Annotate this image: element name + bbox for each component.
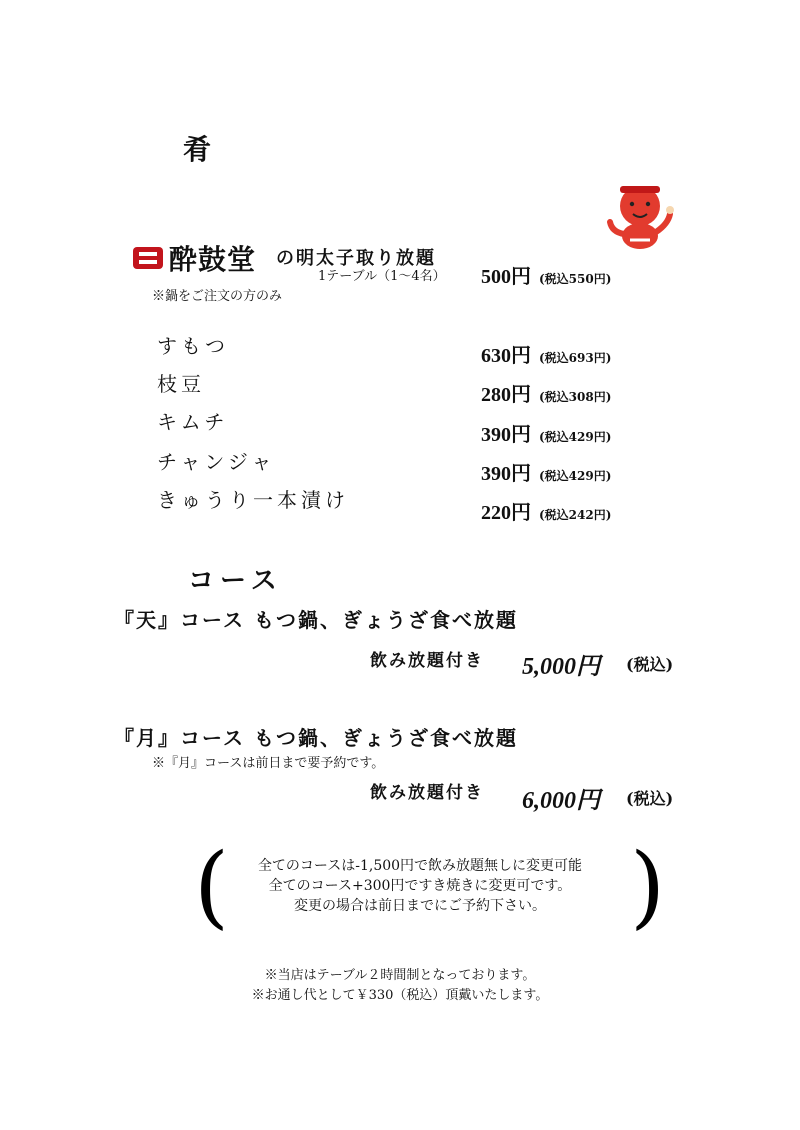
course-name: 『天』コース もつ鍋、ぎょうざ食べ放題 xyxy=(114,608,518,632)
menu-item-price-row xyxy=(481,496,611,525)
mentaiko-price: 500円 xyxy=(481,266,531,288)
course-name: 『月』コース もつ鍋、ぎょうざ食べ放題 xyxy=(114,726,518,750)
change-note: 全てのコースは-1,500円で飲み放題無しに変更可能 xyxy=(257,858,583,874)
mentaiko-note: ※鍋をご注文の方のみ xyxy=(152,289,283,304)
footer-note: ※お通し代として￥330（税込）頂戴いたします。 xyxy=(251,988,549,1003)
change-notes xyxy=(220,856,620,916)
menu-item-price-row xyxy=(481,378,611,407)
mentaiko-tax: (税込550円) xyxy=(539,272,612,286)
course-note: ※『月』コースは前日まで要予約です。 xyxy=(152,756,385,771)
right-parenthesis: ) xyxy=(630,834,666,939)
menu-item-price: 280円 xyxy=(481,384,531,406)
course-drink: 飲み放題付き xyxy=(370,651,484,671)
course-heading: コース xyxy=(188,566,283,596)
menu-item-tax: (税込429円) xyxy=(539,430,612,444)
menu-item-name: きゅうり一本漬け xyxy=(157,488,349,512)
footer-note: ※当店はテーブル２時間制となっております。 xyxy=(264,968,536,983)
menu-item-name: キムチ xyxy=(157,410,229,434)
course-tax: (税込) xyxy=(626,789,674,808)
menu-item-price: 390円 xyxy=(481,463,531,485)
menu-item-name: 枝豆 xyxy=(157,372,205,396)
footer-notes xyxy=(200,966,600,1006)
menu-item-price-row xyxy=(481,339,611,368)
menu-item-price: 630円 xyxy=(481,345,531,367)
mascot-icon xyxy=(606,176,686,254)
course-drink: 飲み放題付き xyxy=(370,783,484,803)
change-note: 変更の場合は前日までにご予約下さい。 xyxy=(294,898,546,914)
course-price: 5,000円 xyxy=(522,654,600,680)
menu-item-name: チャンジャ xyxy=(157,450,276,474)
menu-item-name: すもつ xyxy=(157,334,229,358)
course-price: 6,000円 xyxy=(522,788,600,814)
menu-item-price-row xyxy=(481,418,611,447)
course-tax: (税込) xyxy=(626,655,674,674)
section-title: 肴 xyxy=(183,133,214,166)
brand-logo xyxy=(133,238,256,278)
mentaiko-table: 1テーブル（1〜4名） xyxy=(318,269,446,284)
mentaiko-price-row xyxy=(481,260,611,289)
menu-item-tax: (税込308円) xyxy=(539,390,612,404)
change-note: 全てのコース+300円ですき焼きに変更可です。 xyxy=(268,878,572,894)
menu-item-tax: (税込429円) xyxy=(539,469,612,483)
brand-logo-icon xyxy=(133,247,163,269)
menu-item-price: 390円 xyxy=(481,424,531,446)
brand-name: 酔鼓堂 xyxy=(169,243,257,276)
left-parenthesis: ( xyxy=(194,834,230,939)
mentaiko-title: の明太子取り放題 xyxy=(276,248,436,269)
mascot-illustration xyxy=(606,176,686,254)
menu-item-tax: (税込242円) xyxy=(539,508,612,522)
menu-item-tax: (税込693円) xyxy=(539,351,612,365)
menu-item-price: 220円 xyxy=(481,502,531,524)
menu-item-price-row xyxy=(481,457,611,486)
